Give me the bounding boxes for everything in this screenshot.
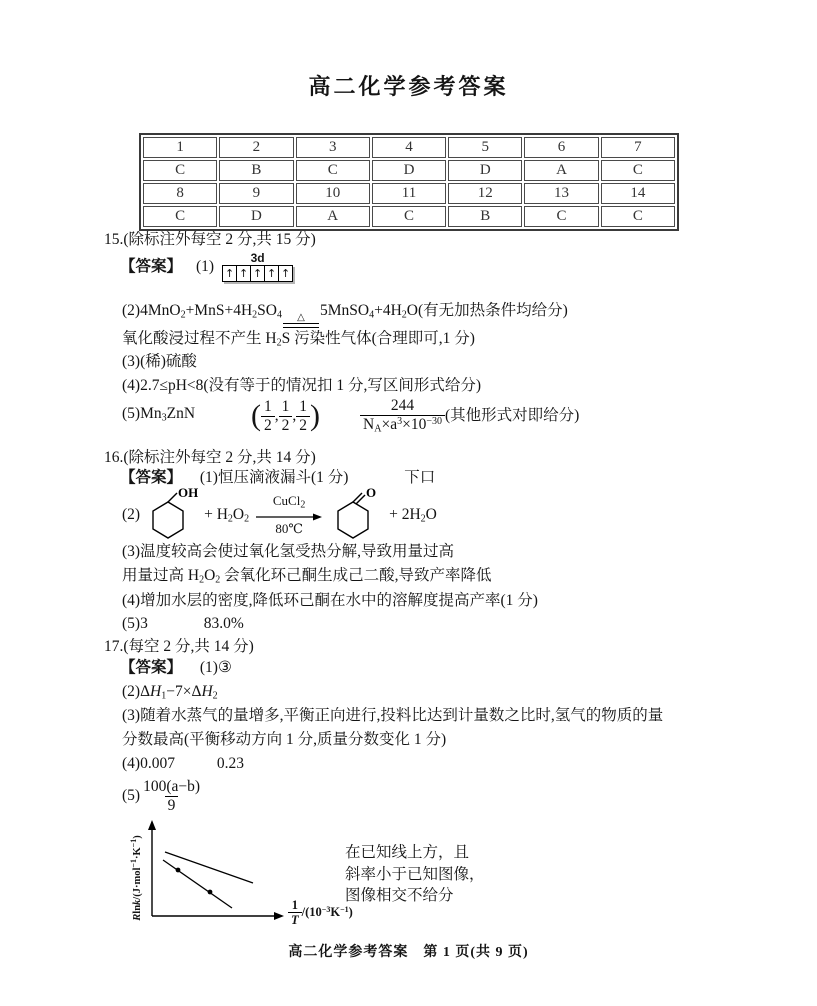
- carbonyl-oxygen-label: O: [366, 486, 377, 500]
- q15-part4: (4)2.7≤pH<8(没有等于的情况扣 1 分,写区间形式给分): [122, 377, 482, 394]
- q16-part5b: 83.0%: [203, 615, 244, 632]
- table-cell: 12: [448, 183, 522, 204]
- table-cell: C: [524, 206, 598, 227]
- q16-part4: (4)增加水层的密度,降低环己酮在水中的溶解度提高产率(1 分): [122, 592, 538, 609]
- q15-header: 15.(除标注外每空 2 分,共 15 分): [104, 231, 316, 248]
- open-paren: (: [251, 399, 262, 432]
- delta-icon: △: [297, 312, 305, 323]
- orbital-box: ↑: [222, 265, 237, 282]
- table-cell: D: [219, 206, 293, 227]
- table-cell: 11: [372, 183, 446, 204]
- table-cell: C: [601, 206, 675, 227]
- q17-part2: $(2)\Delta H_1-7\times\Delta H_2$: [122, 683, 218, 702]
- q17-part4-row: [122, 753, 244, 775]
- q16-part3b: 用量过高 $H_2O_2$ 会氧化环己酮生成己二酸,导致产率降低: [122, 567, 492, 586]
- q17-part1-row: [120, 657, 232, 679]
- q17-part1: (1)③: [199, 659, 232, 676]
- table-cell: 8: [143, 183, 217, 204]
- close-paren: ): [310, 399, 321, 432]
- q15-equation: [122, 300, 568, 328]
- table-row: [143, 160, 675, 181]
- answer-label: 【答案】: [120, 258, 183, 275]
- q16-part5-row: [122, 613, 244, 635]
- table-cell: 10: [296, 183, 370, 204]
- q17-part4b: 0.23: [216, 755, 244, 772]
- table-cell: 6: [524, 137, 598, 158]
- answer-line: [165, 852, 253, 883]
- fraction-denominator: 2: [261, 416, 275, 435]
- q15-part5-note: (其他形式对即给分): [444, 407, 580, 424]
- answer-label: 【答案】: [120, 659, 183, 676]
- coordinate-fractions: [251, 398, 320, 435]
- separator: ,: [292, 407, 297, 424]
- annotation-line: 图像相交不给分: [345, 887, 454, 904]
- known-line: [163, 860, 232, 908]
- fraction-numerator: 1: [299, 397, 308, 415]
- orbital-shell-label: 3d: [250, 251, 265, 265]
- data-point: [176, 868, 181, 873]
- page-footer: 高二化学参考答案 第 1 页(共 9 页): [288, 945, 529, 960]
- table-cell: C: [372, 206, 446, 227]
- table-row: [143, 206, 675, 227]
- orbital-box: ↑: [279, 265, 293, 282]
- table-cell: 4: [372, 137, 446, 158]
- answer-key-table: [139, 133, 679, 231]
- equation-right: $5MnSO_4+4H_2O$(有无加热条件均给分): [319, 302, 568, 321]
- cyclohexanone-structure: [329, 486, 385, 544]
- q17-header: 17.(每空 2 分,共 14 分): [104, 638, 254, 655]
- x-axis-fraction: [288, 898, 302, 928]
- rate-graph: [112, 818, 362, 943]
- q15-part3: (3)(稀)硫酸: [122, 353, 197, 370]
- x-axis-arrow-icon: [274, 912, 284, 920]
- part-label: (2): [122, 506, 141, 523]
- table-cell: D: [448, 160, 522, 181]
- table-cell: 5: [448, 137, 522, 158]
- annotation-line: 斜率小于已知图像，: [345, 865, 485, 883]
- q16-reaction-scheme: [122, 486, 437, 544]
- data-point: [208, 890, 213, 895]
- fraction-denominator: $N_A\times a^3\times 10^{-30}$: [360, 415, 445, 435]
- annotation-line: 在已知线上方，且: [345, 844, 470, 861]
- table-row: [143, 137, 675, 158]
- q16-part3: (3)温度较高会使过氧化氢受热分解,导致用量过高: [122, 543, 454, 560]
- fraction: [279, 398, 293, 435]
- fraction-numerator: 1: [281, 397, 290, 415]
- orbital-box: ↑: [251, 265, 265, 282]
- reaction-conditions: [256, 493, 322, 538]
- fraction: [261, 398, 275, 435]
- equation-left: $(2)4MnO_2+MnS+4H_2SO_4$: [122, 302, 282, 321]
- temperature-label: 80℃: [275, 521, 303, 537]
- q17-part4a: (4)0.007: [122, 755, 175, 772]
- orbital-boxes: [222, 265, 293, 282]
- q15-note-line: 氧化酸浸过程不产生 $H_2S$ 污染性气体(合理即可,1 分): [122, 330, 475, 349]
- fraction-denominator: T: [288, 912, 302, 927]
- table-row: [143, 183, 675, 204]
- q16-header: 16.(除标注外每空 2 分,共 14 分): [104, 449, 316, 466]
- cyclohexanol-structure: [144, 486, 200, 544]
- x-axis-unit: $/(10^{-3}K^{-1})$: [301, 905, 353, 920]
- reagent-term: + $H_2O_2$: [204, 505, 250, 525]
- table-cell: 3: [296, 137, 370, 158]
- x-axis-label: [288, 898, 353, 928]
- q16-part5a: (5)3: [122, 615, 148, 632]
- table-cell: 1: [143, 137, 217, 158]
- q15-part5-row: [122, 396, 579, 436]
- fraction-numerator: 1: [291, 898, 298, 912]
- q15-part5-formula: $(5)Mn_3ZnN$: [122, 404, 196, 424]
- q15-part1-row: [120, 252, 293, 278]
- orbital-box: ↑: [265, 265, 279, 282]
- table-cell: A: [296, 206, 370, 227]
- fraction-denominator: 9: [165, 796, 179, 815]
- y-axis-arrow-icon: [148, 820, 156, 830]
- table-cell: 2: [219, 137, 293, 158]
- catalyst-label: CuCl$_2$: [272, 492, 306, 511]
- graph-annotation: [345, 842, 485, 907]
- table-cell: B: [448, 206, 522, 227]
- q17-part5-row: [122, 776, 203, 816]
- q16-part1b: 下口: [404, 469, 436, 486]
- fraction-denominator: 2: [296, 416, 310, 435]
- table-cell: C: [143, 206, 217, 227]
- q17-part3-line2: 分数最高(平衡移动方向 1 分,质量分数变化 1 分): [122, 731, 447, 748]
- y-axis-label: Rlnk/$(J\cdot mol^{-1}\cdot K^{-1})$: [129, 835, 143, 921]
- part-label: (1): [196, 258, 215, 275]
- table-cell: C: [296, 160, 370, 181]
- fraction: [296, 398, 310, 435]
- part-label: (5): [122, 787, 141, 804]
- product-term: + $2H_2O$: [389, 505, 437, 525]
- table-cell: B: [219, 160, 293, 181]
- heat-condition-symbol: [283, 312, 319, 328]
- orbital-diagram: [222, 252, 293, 282]
- table-cell: A: [524, 160, 598, 181]
- q17-part5-fraction: [140, 778, 203, 815]
- fraction-denominator: 2: [279, 416, 293, 435]
- table-cell: 7: [601, 137, 675, 158]
- reaction-arrow-icon: [256, 513, 322, 521]
- q16-part1: (1)恒压滴液漏斗(1 分): [199, 469, 349, 486]
- answer-label: 【答案】: [120, 469, 183, 486]
- q17-part3-line1: (3)随着水蒸气的量增多,平衡正向进行,投料比达到计量数之比时,氢气的物质的量: [122, 707, 664, 724]
- table-cell: C: [143, 160, 217, 181]
- page-title: 高二化学参考答案: [308, 74, 509, 99]
- separator: ,: [274, 407, 279, 424]
- fraction-numerator: 244: [390, 397, 415, 415]
- table-cell: D: [372, 160, 446, 181]
- table-cell: 9: [219, 183, 293, 204]
- hydroxyl-label: OH: [178, 486, 199, 500]
- fraction-numerator: 100(a−b): [143, 777, 201, 795]
- orbital-box: ↑: [237, 265, 251, 282]
- fraction-numerator: 1: [264, 397, 272, 415]
- table-cell: C: [601, 160, 675, 181]
- table-cell: 13: [524, 183, 598, 204]
- table-cell: 14: [601, 183, 675, 204]
- density-fraction: [360, 397, 445, 435]
